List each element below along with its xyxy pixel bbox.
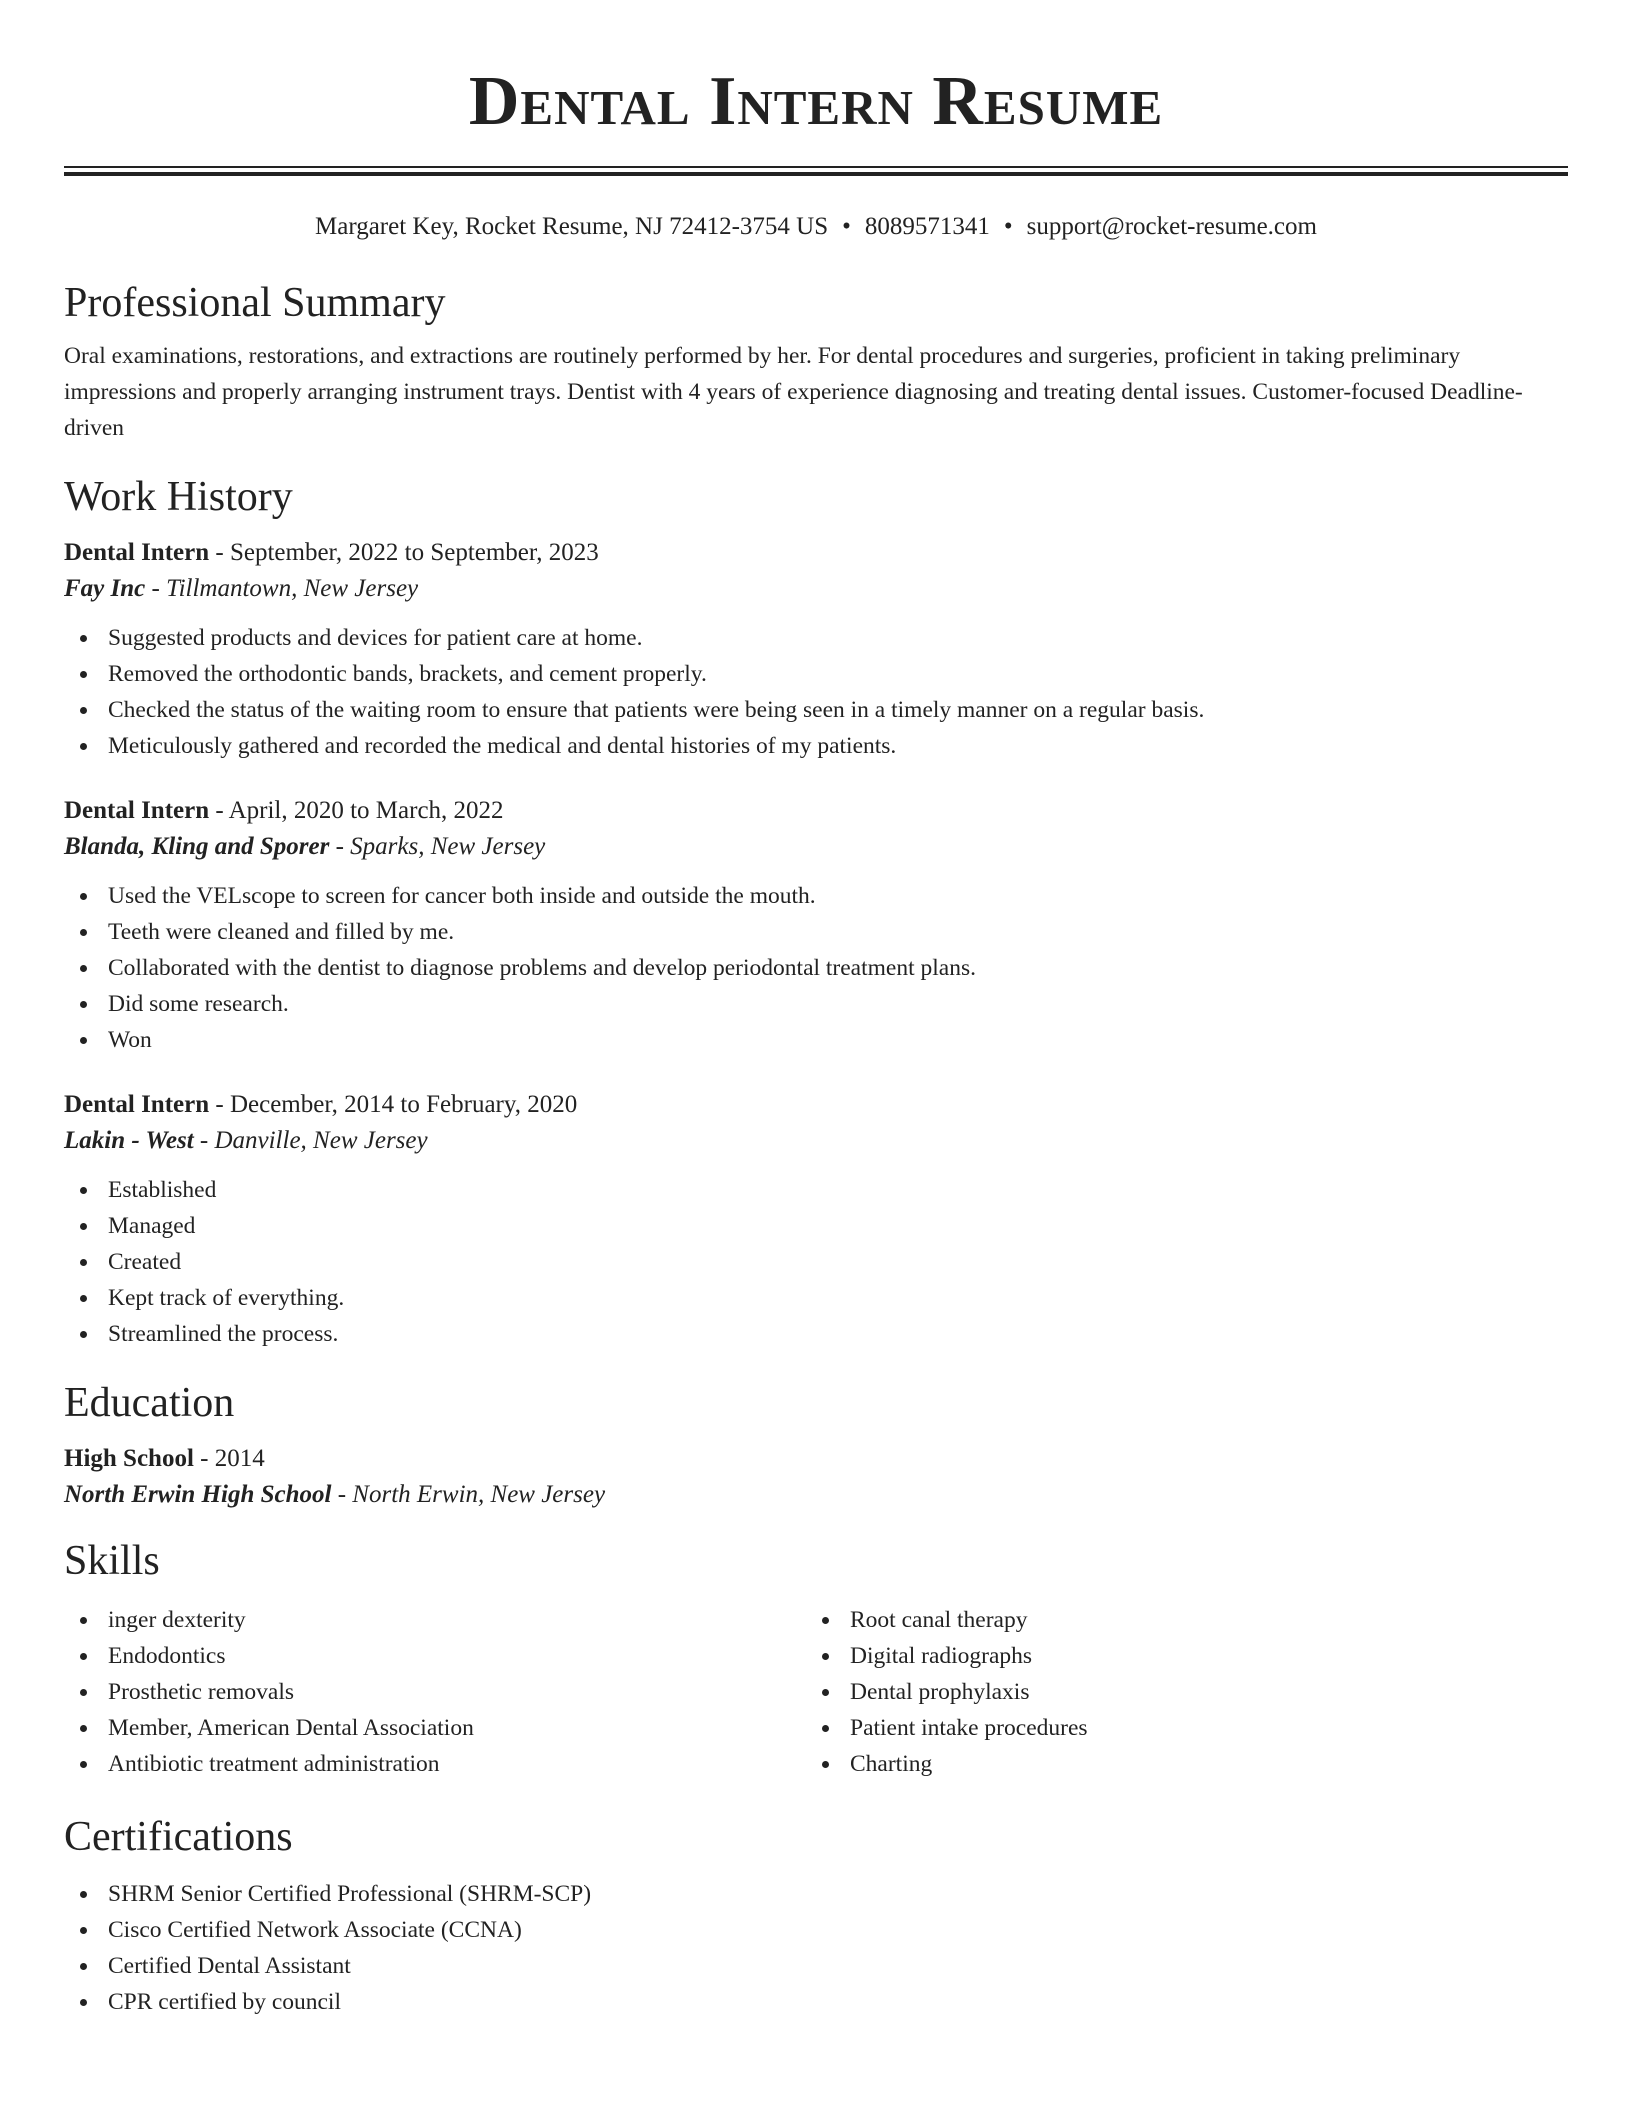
list-item: Streamlined the process. (64, 1316, 1568, 1352)
skills-heading: Skills (64, 1538, 160, 1584)
job-employer (64, 570, 1568, 608)
job-dates: - September, 2022 to September, 2023 (209, 539, 599, 566)
job-title: Dental Intern (64, 539, 210, 566)
education-header (64, 1442, 1568, 1476)
job-dates: - April, 2020 to March, 2022 (209, 797, 504, 824)
education-year: - 2014 (193, 1445, 265, 1472)
job-location: - Danville, New Jersey (193, 1127, 428, 1154)
skills-list (64, 1602, 1568, 1782)
contact-phone: 8089571341 (864, 213, 990, 240)
list-item: Removed the orthodontic bands, brackets, and cement properly. (64, 656, 1568, 692)
job-employer (64, 1122, 1568, 1160)
list-item: Charting (806, 1746, 1548, 1782)
list-item: Meticulously gathered and recorded the medical and dental histories of my patients. (64, 728, 1568, 764)
list-item: Patient intake procedures (806, 1710, 1548, 1746)
certifications-list (64, 1876, 1568, 2020)
skills-column-right (806, 1602, 1548, 1782)
job-employer (64, 828, 1568, 866)
job-company: Fay Inc (64, 575, 146, 602)
contact-separator: • (842, 213, 851, 240)
list-item: Certified Dental Assistant (64, 1948, 1568, 1984)
job-company: Lakin - West (64, 1127, 194, 1154)
list-item: Dental prophylaxis (806, 1674, 1548, 1710)
skills-column-left (64, 1602, 806, 1782)
list-item: Cisco Certified Network Associate (CCNA) (64, 1912, 1568, 1948)
job-header (64, 794, 1568, 828)
list-item: inger dexterity (64, 1602, 806, 1638)
education-heading: Education (64, 1380, 235, 1426)
job-duties (64, 1172, 1568, 1352)
job-title: Dental Intern (64, 797, 210, 824)
list-item: Suggested products and devices for patient care at home. (64, 620, 1568, 656)
job-dates: - December, 2014 to February, 2020 (209, 1091, 578, 1118)
list-item: CPR certified by council (64, 1984, 1568, 2020)
list-item: Checked the status of the waiting room to ensure that patients were being seen in a timely manner on a regular basis. (64, 692, 1568, 728)
list-item: Created (64, 1244, 1568, 1280)
list-item: Teeth were cleaned and filled by me. (64, 914, 1568, 950)
list-item: Kept track of everything. (64, 1280, 1568, 1316)
list-item: SHRM Senior Certified Professional (SHRM-SCP) (64, 1876, 1568, 1912)
education-entry (64, 1442, 1568, 1514)
resume-title: Dental Intern Resume (468, 63, 1164, 140)
contact-email: support@rocket-resume.com (1026, 213, 1317, 240)
job-company: Blanda, Kling and Sporer (64, 833, 330, 860)
list-item: Won (64, 1022, 1568, 1058)
job-location: - Sparks, New Jersey (329, 833, 546, 860)
list-item: Member, American Dental Association (64, 1710, 806, 1746)
list-item: Root canal therapy (806, 1602, 1548, 1638)
summary-text: Oral examinations, restorations, and extractions are routinely performed by her. For dental procedures and surgeries, proficient in taking preliminary impressions and properly arranging instrument trays. Dentist with 4 years of experience diagnosing and treating dental issues. Customer-focused Deadline-driven (64, 343, 1523, 441)
work-history-heading: Work History (64, 474, 293, 520)
job-entry (64, 1088, 1568, 1352)
summary-heading: Professional Summary (64, 280, 446, 326)
list-item: Established (64, 1172, 1568, 1208)
title-divider (64, 166, 1568, 176)
contact-separator: • (1003, 213, 1013, 240)
list-item: Managed (64, 1208, 1568, 1244)
resume-page (64, 0, 1568, 2020)
job-entry (64, 536, 1568, 764)
job-entry (64, 794, 1568, 1058)
job-title: Dental Intern (64, 1091, 210, 1118)
job-header (64, 536, 1568, 570)
contact-address: Margaret Key, Rocket Resume, NJ 72412-3754 US (315, 213, 829, 240)
job-duties (64, 620, 1568, 764)
list-item: Did some research. (64, 986, 1568, 1022)
list-item: Endodontics (64, 1638, 806, 1674)
list-item: Digital radiographs (806, 1638, 1548, 1674)
education-school: North Erwin High School (64, 1481, 332, 1508)
job-header (64, 1088, 1568, 1122)
certifications-heading: Certifications (64, 1814, 293, 1860)
job-location: - Tillmantown, New Jersey (145, 575, 419, 602)
list-item: Antibiotic treatment administration (64, 1746, 806, 1782)
education-degree: High School (64, 1445, 194, 1472)
list-item: Collaborated with the dentist to diagnose problems and develop periodontal treatment plans. (64, 950, 1568, 986)
list-item: Prosthetic removals (64, 1674, 806, 1710)
list-item: Used the VELscope to screen for cancer both inside and outside the mouth. (64, 878, 1568, 914)
job-duties (64, 878, 1568, 1058)
contact-line (64, 212, 1568, 242)
education-school-line (64, 1476, 1568, 1514)
education-location: - North Erwin, New Jersey (331, 1481, 606, 1508)
